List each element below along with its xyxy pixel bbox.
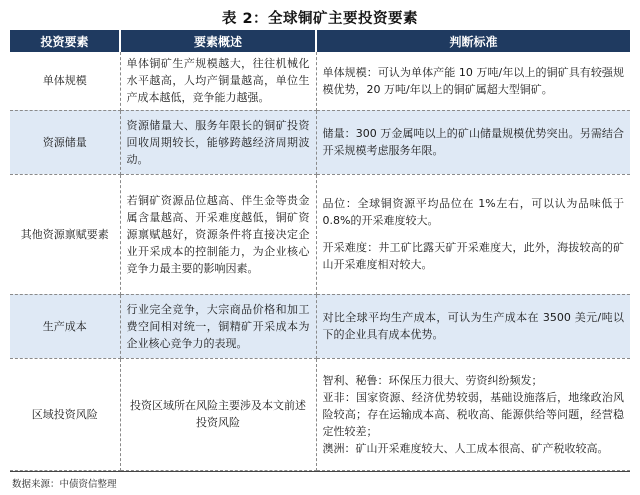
factor-cell: 生产成本 — [10, 294, 120, 358]
criteria-line: 开采难度：井工矿比露天矿开采难度大，此外，海拔较高的矿山开采难度相对较大。 — [322, 241, 624, 271]
overview-cell: 行业完全竞争，大宗商品价格和加工费空间相对统一，铜精矿开采成本为企业核心竞争力的表现。 — [120, 294, 316, 358]
overview-cell: 资源储量大、服务年限长的铜矿投资回收周期较长，能够跨越经济周期波动。 — [120, 110, 316, 174]
data-source-note: 数据来源：中债资信整理 — [12, 479, 117, 490]
header-criteria: 判断标准 — [316, 30, 630, 52]
criteria-cell — [316, 52, 630, 110]
investment-factors-table — [10, 30, 630, 471]
table-title: 表 2：全球铜矿主要投资要素 — [221, 11, 419, 27]
criteria-cell — [316, 174, 630, 294]
table-header-row — [10, 30, 630, 52]
factor-cell: 资源储量 — [10, 110, 120, 174]
table-bottom-rule — [10, 471, 630, 472]
table-row — [10, 110, 630, 174]
table-row — [10, 294, 630, 358]
table-row — [10, 52, 630, 110]
criteria-line: 智利、秘鲁：环保压力很大、劳资纠纷频发； — [322, 373, 543, 387]
overview-cell: 单体铜矿生产规模越大，往往机械化水平越高，人均产铜量越高，单位生产成本越低，竞争能力越强。 — [120, 52, 316, 110]
table-row — [10, 174, 630, 294]
criteria-line: 澳洲：矿山开采难度较大、人工成本很高、矿产税收较高。 — [322, 441, 609, 455]
table-row — [10, 358, 630, 470]
criteria-line: 品位：全球铜资源平均品位在 1%左右，可以认为品味低于 0.8%的开采难度较大。 — [322, 197, 624, 227]
criteria-cell — [316, 294, 630, 358]
factor-cell: 单体规模 — [10, 52, 120, 110]
header-overview: 要素概述 — [120, 30, 316, 52]
criteria-cell — [316, 358, 630, 470]
overview-cell: 投资区域所在风险主要涉及本文前述投资风险 — [120, 358, 316, 470]
factor-cell: 区域投资风险 — [10, 358, 120, 470]
criteria-line: 对比全球平均生产成本，可认为生产成本在 3500 美元/吨以下的企业具有成本优势。 — [322, 311, 624, 341]
overview-cell: 若铜矿资源品位越高、伴生金等贵金属含量越高、开采难度越低，铜矿资源禀赋越好，资源条件将直接决定企业开采成本的控制能力，为企业核心竞争力最主要的影响因素。 — [120, 174, 316, 294]
criteria-line: 亚非：国家资源、经济优势较弱，基础设施落后，地缘政治风险较高；存在运输成本高、税收高、能源供给等问题，经营稳定性较差； — [322, 390, 624, 438]
header-factor: 投资要素 — [10, 30, 120, 52]
criteria-line: 单体规模：可认为单体产能 10 万吨/年以上的铜矿具有较强规模优势，20 万吨/年以上的铜矿属超大型铜矿。 — [322, 65, 624, 96]
factor-cell: 其他资源禀赋要素 — [10, 174, 120, 294]
criteria-cell — [316, 110, 630, 174]
criteria-line: 储量：300 万金属吨以上的矿山储量规模优势突出。另需结合开采规模考虑服务年限。 — [322, 127, 624, 157]
